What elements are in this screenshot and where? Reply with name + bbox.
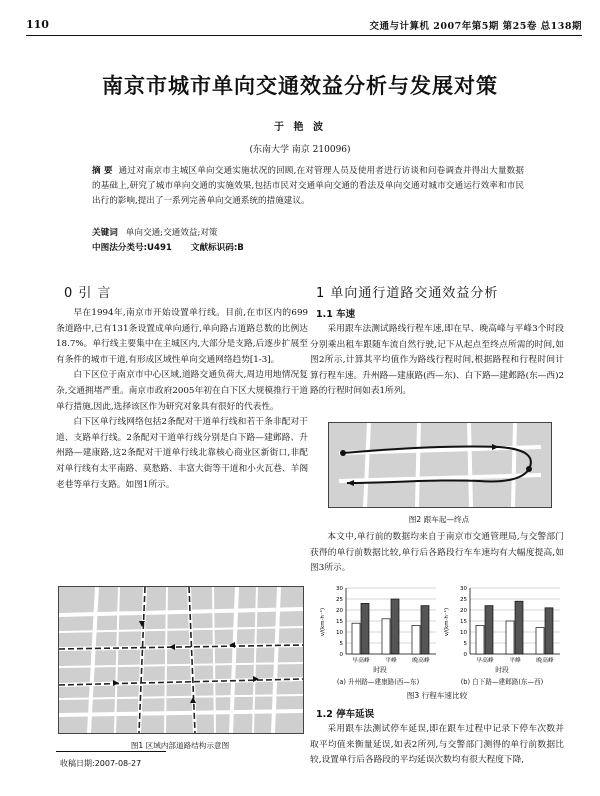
x-tick-label: 晚高峰 — [412, 658, 430, 664]
intro-paragraph-1: 早在1994年,南京市开始设置单行线。目前,在市区内的699条道路中,已有131条设置成单向通行,单向路占道路总数的比例达18.7%。单行线主要集中在主城区内,大部分是支路,后逐步扩展至有条件的城市干道,有形成区域性单向交通网络趋势[1-3]。 — [56, 308, 308, 365]
route-svg — [329, 423, 551, 507]
subsection-delay: 1.2 停车延误 — [316, 709, 375, 720]
header-rule — [26, 35, 582, 36]
y-tick-label: 25 — [460, 597, 467, 603]
bar-before — [506, 621, 514, 654]
figure-3-charts — [318, 582, 566, 668]
affiliation: (东南大学 南京 210096) — [249, 145, 351, 155]
figure-3b-xlabel: 时段 — [495, 666, 509, 674]
section-title-analysis: 1 单向通行道路交通效益分析 — [316, 286, 499, 301]
keywords-text: 单向交通;交通效益;对策 — [125, 228, 218, 238]
bar-after — [545, 608, 553, 654]
figure-1-caption: 图1 区域内部道路结构示意图 — [130, 741, 230, 750]
y-tick-label: 0 — [463, 652, 467, 658]
subsection-speed: 1.1 车速 — [316, 309, 356, 320]
x-tick-label: 早高峰 — [476, 658, 494, 664]
bar-after — [391, 599, 399, 654]
clc-label: 中图法分类号:U491 — [92, 243, 172, 253]
abstract-label: 摘 要 — [92, 166, 113, 176]
figure-1-map — [58, 586, 304, 734]
y-tick-label: 5 — [463, 641, 467, 647]
road-network-svg — [59, 587, 303, 733]
abstract — [92, 164, 524, 209]
y-tick-label: 15 — [460, 619, 467, 625]
y-tick-label: 20 — [336, 608, 343, 614]
x-tick-label: 平峰 — [385, 658, 397, 664]
keywords-label: 关键词 — [92, 228, 118, 238]
figure-2-caption: 图2 跟车起—终点 — [408, 515, 470, 524]
comparison-body — [310, 530, 564, 577]
author: 于 艳 波 — [274, 122, 326, 133]
delay-body — [310, 722, 564, 769]
y-tick-label: 30 — [460, 586, 467, 592]
journal-info: 交通与计算机 2007年第5期 第25卷 总138期 — [369, 21, 582, 32]
bar-after — [421, 606, 429, 654]
x-tick-label: 晚高峰 — [536, 658, 554, 664]
intro-paragraph-2: 白下区位于南京市中心区域,道路交通负荷大,周边用地情况复杂,交通拥堵严重。南京市政府2005年初在白下区大规模推行干道单行措施,因此,选择该区作为研究对象具有很好的代表性。 — [56, 370, 308, 412]
bar-after — [361, 603, 369, 654]
bar-before — [352, 623, 360, 654]
bar-after — [515, 601, 523, 654]
y-tick-label: 15 — [336, 619, 343, 625]
figure-3-caption: 图3 行程车速比较 — [406, 691, 468, 700]
page-number: 110 — [26, 18, 49, 31]
y-axis-label: v/(km·h⁻¹) — [444, 607, 450, 637]
keywords — [92, 226, 218, 238]
bar-before — [382, 619, 390, 654]
figure-3b-subcaption: (b) 白下路—建邺路(东—西) — [460, 678, 544, 686]
section-title-intro: 0 引 言 — [64, 286, 112, 301]
figure-2-route — [328, 422, 552, 508]
figure-3a-subcaption: (a) 升州路—建康路(西—东) — [336, 678, 420, 686]
bar-after — [485, 606, 493, 654]
y-tick-label: 5 — [339, 641, 343, 647]
paper-title: 南京市城市单向交通效益分析与发展对策 — [102, 73, 498, 98]
y-tick-label: 10 — [460, 630, 467, 636]
x-tick-label: 早高峰 — [352, 658, 370, 664]
speed-paragraph: 采用跟车法测试路线行程车速,即在早、晚高峰与平峰3个时段分别乘出租车跟随车流自然行驶,记下从起点至终点所需的时间,如图2所示,计算其平均值作为路线行程时间,根据路程和行程时间计算行程车速。升州路—建康路(西—东)、白下路—建邺路(东—西)2路的行程时间如表1所列。 — [310, 324, 564, 397]
bar-before — [412, 625, 420, 654]
received-date: 收稿日期:2007-08-27 — [60, 759, 142, 768]
x-tick-label: 平峰 — [509, 658, 521, 664]
y-tick-label: 10 — [336, 630, 343, 636]
bar-before — [536, 628, 544, 654]
comparison-paragraph: 本文中,单行前的数据均来自于南京市交通管理局,与交警部门获得的单行前数据比较,单行后各路段行车车速均有大幅度提高,如图3所示。 — [310, 532, 564, 574]
classification — [92, 241, 252, 253]
y-tick-label: 30 — [336, 586, 343, 592]
speed-body — [310, 322, 564, 400]
y-tick-label: 20 — [460, 608, 467, 614]
doc-code-label: 文献标识码:B — [190, 243, 244, 253]
delay-paragraph: 采用跟车法测试停车延误,即在跟车过程中记录下停车次数并取平均值来衡量延误,如表2所列,与交警部门测得的单行前数据比较,设置单行后各路段的平均延误次数均有很大程度下降, — [310, 724, 564, 766]
bar-before — [476, 625, 484, 654]
abstract-text: 通过对南京市主城区单向交通实施状况的回顾,在对管理人员及使用者进行访谈和问卷调查并得出大量数据的基础上,研究了城市单向交通的实施效果,包括市民对交通单向交通的看法及单向交通对城市交通运行效率和市民出行的影响,提出了一系列完善单向交通系统的措施建议。 — [92, 166, 524, 206]
intro-body — [56, 306, 308, 493]
intro-paragraph-3: 白下区单行线网络包括2条配对干道单行线和若干条非配对干道、支路单行线。2条配对干道单行线分别是白下路—建邺路、升州路—建康路,这2条配对干道单行线北靠核心商业区新街口,非配对单行线有太平南路、莫愁路、丰富大街等干道和小火瓦巷、羊阁老巷等单行支路。如图1所示。 — [56, 417, 308, 490]
y-axis-label: v/(km·h⁻¹) — [320, 607, 326, 637]
y-tick-label: 0 — [339, 652, 343, 658]
y-tick-label: 25 — [336, 597, 343, 603]
footnote-rule — [56, 751, 166, 752]
figure-3a-xlabel: 时段 — [373, 666, 387, 674]
